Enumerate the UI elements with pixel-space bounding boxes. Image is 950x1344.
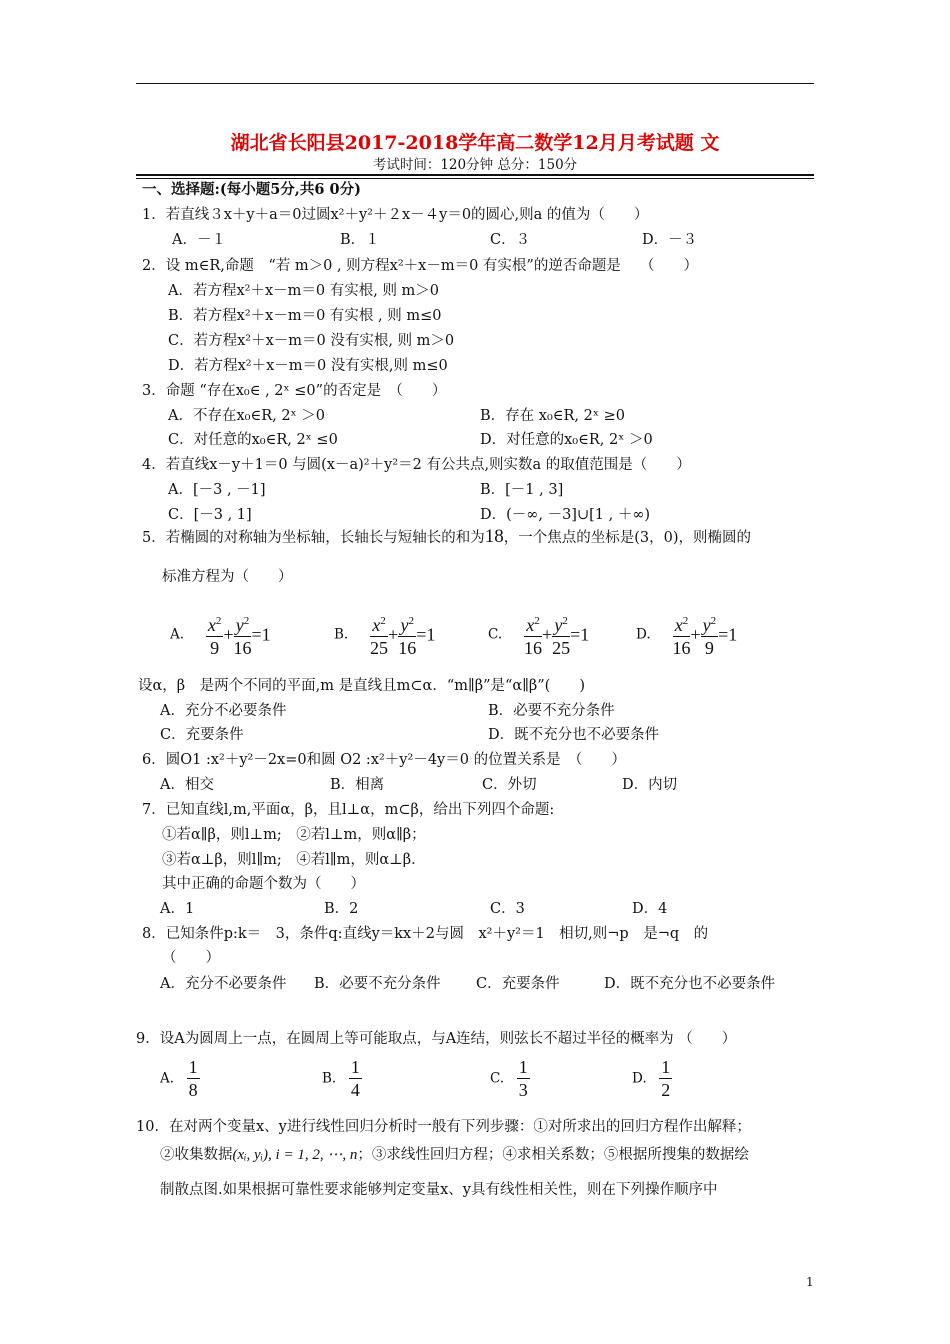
q2-option-d: D．若方程x²＋x－m＝0 没有实根,则 m≤0 <box>168 358 448 374</box>
q5-stem-pre: 5．若椭圆的对称轴为坐标轴，长轴长与短轴长的和为 <box>142 530 485 546</box>
qplanes-option-c: C．充要条件 <box>160 727 244 743</box>
question-6: 6．圆O1 :x²＋y²－2x=0和圆 O2 :x²＋y²－4y＝0 的位置关系是 （ ） <box>142 752 626 768</box>
q5-option-b: B. $\frac{x^2}{25}$ + $\frac{y^2}{16}$ =1 <box>334 610 435 659</box>
q3-option-d: D．对任意的x₀∈R, 2ˣ ＞0 <box>480 432 653 448</box>
q2-option-b: B．若方程x²＋x－m＝0 有实根 , 则 m≤0 <box>168 308 442 324</box>
q6-option-a: A．相交 <box>160 777 214 793</box>
q8-option-c: C．充要条件 <box>476 976 560 992</box>
fraction: $\frac{y^2}{9}$ <box>701 610 719 659</box>
q8-option-a: A．充分不必要条件 <box>160 976 287 992</box>
q5-stem-line2: 标准方程为（ ） <box>162 569 293 585</box>
q7-propositions-2: ③若α⊥β，则l∥m; ④若l∥m，则α⊥β． <box>162 852 426 868</box>
top-rule <box>136 83 814 84</box>
question-5 <box>142 527 751 548</box>
q1-option-a: A．－１ <box>172 232 226 248</box>
q8-option-b: B．必要不充分条件 <box>314 976 441 992</box>
q4-option-a: A．[－3 , －1] <box>168 482 266 498</box>
qplanes-option-d: D．既不充分也不必要条件 <box>488 727 660 743</box>
page-title: 湖北省长阳县2017-2018学年高二数学12月月考试题 文 <box>230 132 720 154</box>
q7-option-a: A．1 <box>160 901 195 917</box>
q5-option-c: C. $\frac{x^2}{16}$ + $\frac{y^2}{25}$ =1 <box>488 610 589 659</box>
q6-option-c: C．外切 <box>482 777 537 793</box>
q2-option-a: A．若方程x²＋x－m＝0 有实根, 则 m＞0 <box>168 283 440 299</box>
question-7: 7．已知直线l,m,平面α，β，且l⊥α，m⊂β，给出下列四个命题: <box>142 802 555 818</box>
q4-option-c: C．[－3 , 1] <box>168 507 252 523</box>
q4-option-d: D．(－∞, －3]∪[1 , ＋∞) <box>480 507 651 523</box>
q7-question: 其中正确的命题个数为（ ） <box>162 876 365 892</box>
fraction: $\frac{1}{8}$ <box>188 1057 198 1100</box>
question-1: 1．若直线３x＋y＋a＝0过圆x²＋y²＋２x－４y＝0的圆心,则a 的值为（ ） <box>142 207 649 223</box>
q9-option-a: A. $\frac{1}{8}$ <box>160 1057 198 1100</box>
q1-option-d: D．－３ <box>642 232 698 248</box>
question-10-line1: 10．在对两个变量x、y进行线性回归分析时一般有下列步骤：①对所求出的回归方程作出解释； <box>136 1119 751 1135</box>
q5-number: 18 <box>484 526 504 547</box>
question-9: 9．设A为圆周上一点，在圆周上等可能取点，与A连结，则弦长不超过半径的概率为 （ ） <box>136 1031 737 1047</box>
fraction: $\frac{x^2}{25}$ <box>370 610 388 659</box>
fraction: $\frac{y^2}{16}$ <box>398 610 416 659</box>
q5-option-a: A. $\frac{x^2}{9}$ + $\frac{y^2}{16}$ =1 <box>170 610 271 659</box>
fraction: $\frac{y^2}{25}$ <box>552 610 570 659</box>
q1-option-b: B．１ <box>340 232 380 248</box>
question-10-line3: 制散点图.如果根据可靠性要求能够判定变量x、y具有线性相关性，则在下列操作顺序中 <box>160 1182 718 1198</box>
fraction: $\frac{1}{4}$ <box>350 1057 360 1100</box>
q9-option-c: C. $\frac{1}{3}$ <box>490 1057 528 1100</box>
fraction: $\frac{x^2}{16}$ <box>672 610 690 659</box>
q6-option-d: D．内切 <box>622 777 678 793</box>
q7-option-b: B．2 <box>324 901 359 917</box>
q4-option-b: B．[－1 , 3] <box>480 482 564 498</box>
question-2: 2．设 m∈R,命题 “若 m＞0 , 则方程x²＋x－m＝0 有实根”的逆否命题是 （ ） <box>142 258 698 274</box>
question-10-line2: ②收集数据(xᵢ, yᵢ), i = 1, 2, ⋯, n；③求线性回归方程；④求相关系数；⑤根据所搜集的数据绘 <box>160 1147 749 1163</box>
q5-stem-post: ，一个焦点的坐标是(3，0)，则椭圆的 <box>503 530 751 546</box>
q2-option-c: C．若方程x²＋x－m＝0 没有实根, 则 m＞0 <box>168 333 455 349</box>
question-planes: 设α，β 是两个不同的平面,m 是直线且m⊂α．“m∥β”是“α∥β”( ) <box>138 678 585 694</box>
q6-option-b: B．相离 <box>330 777 385 793</box>
q8-paren: （ ） <box>162 950 220 966</box>
header-rule-thick <box>136 174 814 176</box>
q3-option-a: A．不存在x₀∈R, 2ˣ ＞0 <box>168 408 326 424</box>
header-rule-thin <box>136 178 814 179</box>
qplanes-option-a: A．充分不必要条件 <box>160 703 287 719</box>
q5-option-d: D. $\frac{x^2}{16}$ + $\frac{y^2}{9}$ =1 <box>636 610 737 659</box>
q9-option-b: B. $\frac{1}{4}$ <box>322 1057 360 1100</box>
fraction: $\frac{x^2}{9}$ <box>206 610 224 659</box>
q7-propositions-1: ①若α∥β，则l⊥m; ②若l⊥m，则α∥β； <box>162 827 426 843</box>
q3-option-c: C．对任意的x₀∈R, 2ˣ ≤0 <box>168 432 338 448</box>
page-number: 1 <box>806 1275 814 1289</box>
fraction: $\frac{1}{2}$ <box>661 1057 671 1100</box>
question-4: 4．若直线x－y＋1＝0 与圆(x－a)²＋y²＝2 有公共点,则实数a 的取值范围是（ ） <box>142 457 691 473</box>
q1-option-c: C．３ <box>490 232 531 248</box>
fraction: $\frac{y^2}{16}$ <box>234 610 252 659</box>
qplanes-option-b: B．必要不充分条件 <box>488 703 615 719</box>
q3-option-b: B．存在 x₀∈R, 2ˣ ≥0 <box>480 408 625 424</box>
q7-option-d: D．4 <box>632 901 668 917</box>
fraction: $\frac{x^2}{16}$ <box>524 610 542 659</box>
q9-option-d: D. $\frac{1}{2}$ <box>632 1057 671 1100</box>
fraction: $\frac{1}{3}$ <box>518 1057 528 1100</box>
q8-option-d: D．既不充分也不必要条件 <box>604 976 776 992</box>
q7-option-c: C．3 <box>490 901 525 917</box>
question-3: 3．命题 “存在x₀∈ , 2ˣ ≤0”的否定是 （ ） <box>142 383 447 399</box>
exam-info: 考试时间：120分钟 总分：150分 <box>372 157 578 173</box>
section-heading: 一、选择题:(每小题5分,共6 0分) <box>142 181 361 198</box>
question-8: 8．已知条件p:k＝ 3，条件q:直线y＝kx＋2与圆 x²＋y²＝1 相切,则¬p 是¬q 的 <box>142 926 709 942</box>
